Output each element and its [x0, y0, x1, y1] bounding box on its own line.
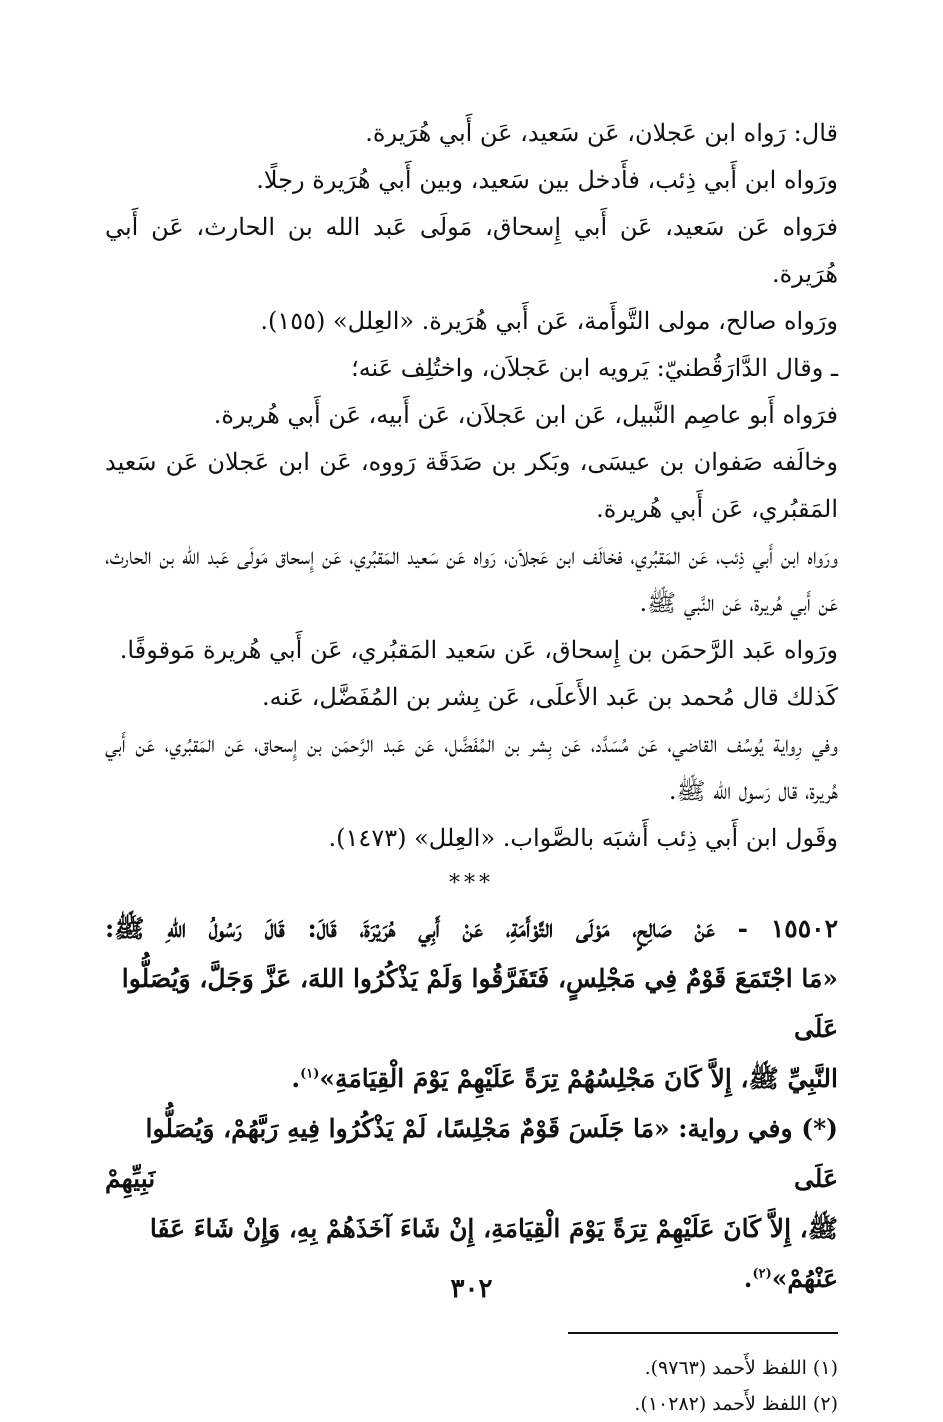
paragraph: ورَواه عَبد الرَّحمَن بن إِسحاق، عَن سَعيد المَقبُري، عَن أَبي هُريرة مَوقوفًا.	[119, 636, 838, 664]
footnote: (١) اللفظ لأَحمد (٩٧٦٣).	[644, 1357, 838, 1379]
hadith-text	[105, 904, 838, 1304]
footnote-ref: (٢)	[752, 1266, 772, 1282]
paragraph: وفي رِواية يُوسُف القاضي، عَن مُسَدَّد، عَن بِشر بن المُفَضَّل، عَن عَبد الرَّحمَن بن إِسحاق، عَن المَقبُري، عَن أَبي هُريرة، قال رَسول الله ﷺ.	[105, 730, 838, 805]
hadith-line: النَّبِيِّ ﷺ، إِلاَّ كَانَ مَجْلِسُهُمْ تِرَةً عَلَيْهِمْ يَوْمَ الْقِيَامَةِ»$^{(١)}$.	[291, 1064, 838, 1093]
variant-line-text: ﷺ، إِلاَّ كَانَ عَلَيْهِمْ تِرَةً يَوْمَ الْقِيَامَةِ، إِنْ شَاءَ آخَذَهُمْ بِهِ، وَإِنْ شَاءَ عَفَا عَنْهُمْ»	[149, 1214, 838, 1293]
footnotes	[105, 1350, 838, 1422]
footnote: (٢) اللفظ لأَحمد (١٠٢٨٢).	[634, 1393, 838, 1415]
paragraph: ـ وقال الدَّارَقُطنيّ: يَرويه ابن عَجلاَن، واختُلِف عَنه؛	[351, 354, 838, 382]
footnote-ref: (١)	[300, 1066, 320, 1082]
hadith-line-text: النَّبِيِّ ﷺ، إِلاَّ كَانَ مَجْلِسُهُمْ تِرَةً عَلَيْهِمْ يَوْمَ الْقِيَامَةِ»	[319, 1064, 838, 1093]
variant-line: ﷺ، إِلاَّ كَانَ عَلَيْهِمْ تِرَةً يَوْمَ الْقِيَامَةِ، إِنْ شَاءَ آخَذَهُمْ بِهِ، وَإِنْ شَاءَ عَفَا عَنْهُمْ»$^{(٢)}$.	[149, 1214, 838, 1293]
paragraph: كَذلك قال مُحمد بن عَبد الأَعلَى، عَن بِشر بن المُفَضَّل، عَنه.	[261, 683, 838, 711]
section-separator: ***	[449, 871, 494, 896]
paragraph: فرَواه أَبو عاصِم النَّبيل، عَن ابن عَجلاَن، عَن أَبيه، عَن أَبي هُريرة.	[213, 401, 838, 429]
variant-line: (*) وفي رواية: «مَا جَلَسَ قَوْمٌ مَجْلِسًا، لَمْ يَذْكُرُوا فِيهِ رَبَّهُمْ، وَيُصَلُّوا عَلَى نَبِيِّهِمْ	[105, 1114, 838, 1193]
page-number: ٣٠٢	[450, 1274, 493, 1304]
paragraph: قال: رَواه ابن عَجلان، عَن سَعيد، عَن أَبي هُرَيرة.	[365, 119, 838, 147]
paragraph: ورَواه صالح، مولى التَّوأَمة، عَن أَبي هُرَيرة. «العِلل» (١٥٥).	[260, 307, 838, 335]
hadith-line: «مَا اجْتَمَعَ قَوْمٌ فِي مَجْلِسٍ، فَتَفَرَّقُوا وَلَمْ يَذْكُرُوا اللهَ، عَزَّ وَجَلَّ، وَيُصَلُّوا عَلَى	[121, 964, 838, 1043]
paragraph: ورَواه ابن أَبي ذِئب، عَن المَقبُري، فخالَف ابن عَجلاَن، رَواه عَن سَعيد المَقبُري، عَن إِسحاق مَولَى عَبد الله بن الحارث، عَن أَبي هُريرة، عَن النَّبي ﷺ.	[105, 542, 838, 617]
paragraph: ورَواه ابن أَبي ذِئب، فأَدخل بين سَعيد، وبين أَبي هُرَيرة رجلًا.	[256, 166, 838, 194]
hadith-line: ١٥٥٠٢ - عَنْ صَالِحٍ، مَوْلَى التَّوْأَمَةِ، عَنْ أَبِي هُرَيْرَةَ، قَالَ: قَالَ رَسُولُ اللهِ ﷺ:	[105, 914, 838, 943]
footnote-divider	[568, 1332, 838, 1334]
paragraph: فرَواه عَن سَعيد، عَن أَبي إِسحاق، مَولَى عَبد الله بن الحارث، عَن أَبي هُرَيرة.	[105, 213, 838, 288]
paragraph: وخالَفه صَفوان بن عيسَى، وبَكر بن صَدَقَة رَووه، عَن ابن عَجلان عَن سَعيد المَقبُري، عَن أَبي هُريرة.	[105, 448, 838, 523]
commentary-text	[105, 110, 838, 862]
paragraph: وقَول ابن أَبي ذِئب أَشبَه بالصَّواب. «العِلل» (١٤٧٣).	[328, 824, 838, 852]
